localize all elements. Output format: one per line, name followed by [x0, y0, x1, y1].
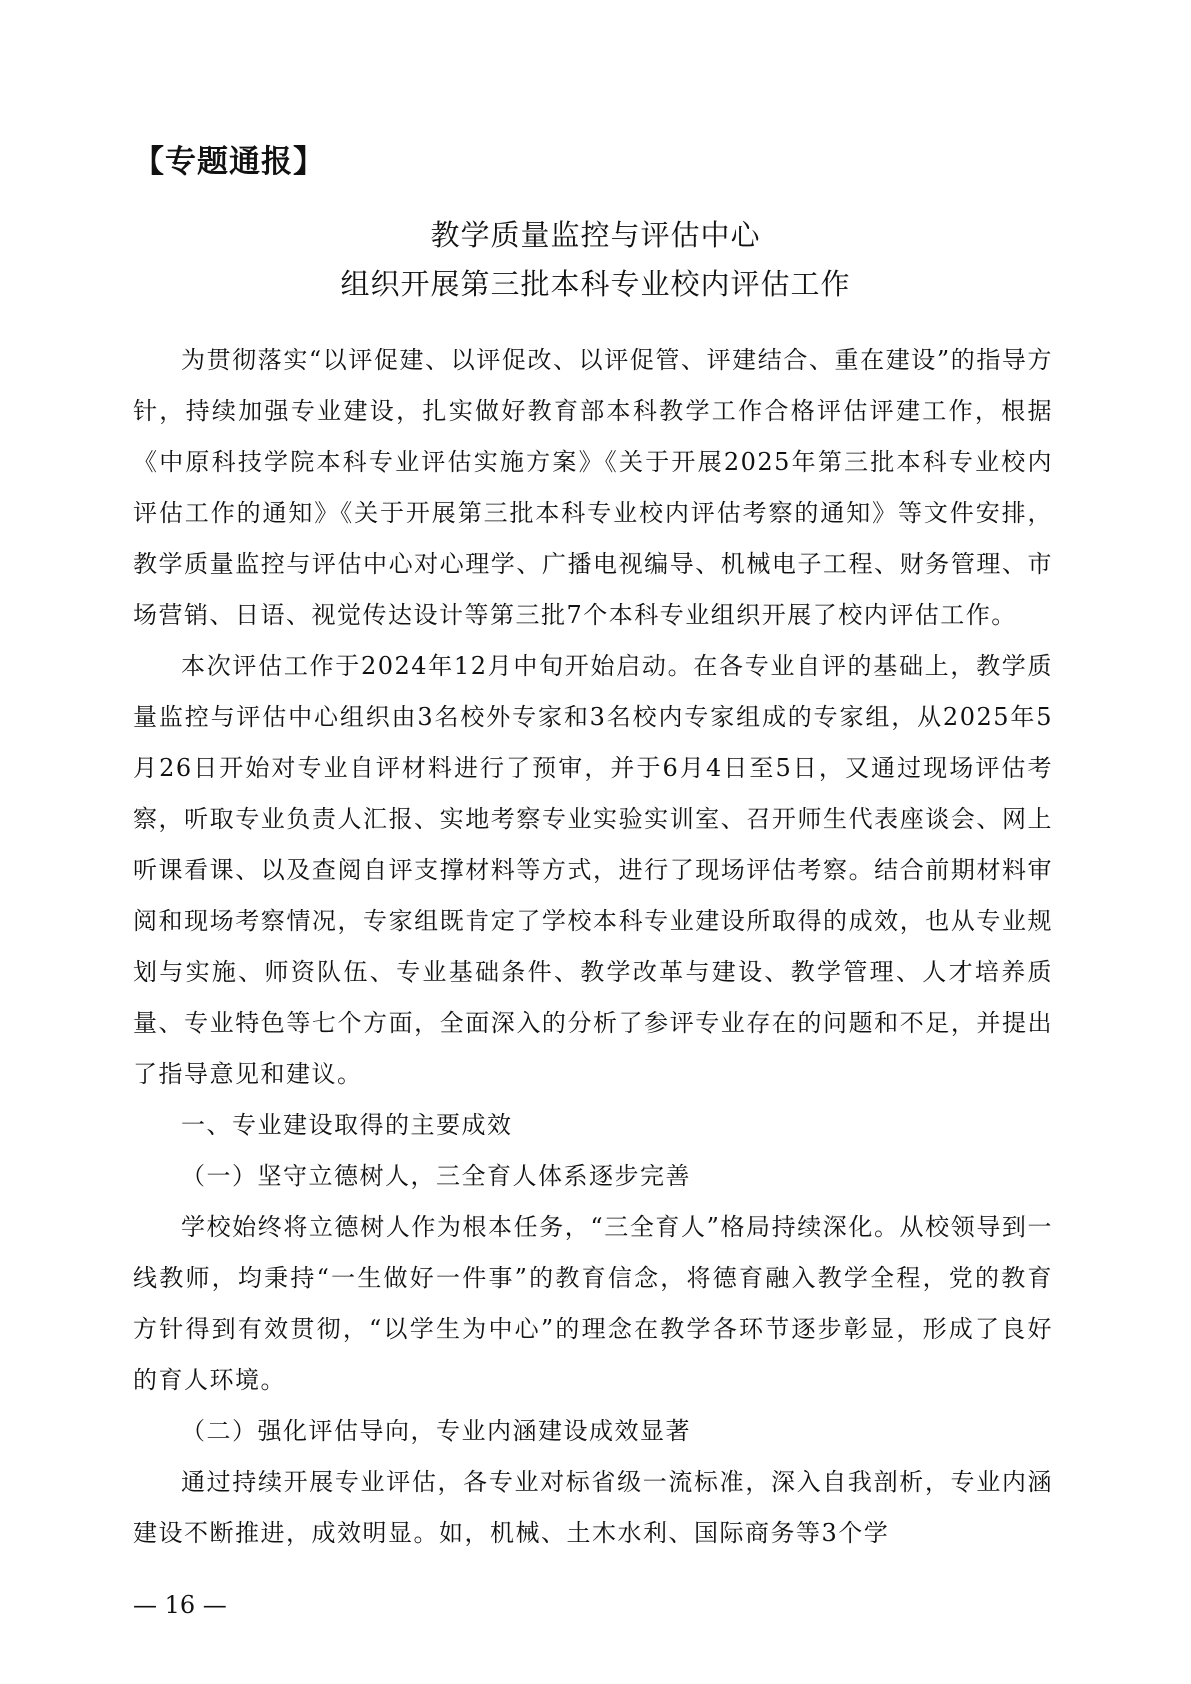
paragraph-subsection-2: 通过持续开展专业评估，各专业对标省级一流标准，深入自我剖析，专业内涵建设不断推进，成效明显。如，机械、土木水利、国际商务等3个学	[133, 1468, 1053, 1547]
page-number: — 16 —	[133, 1591, 227, 1619]
section-tag: 【专题通报】	[133, 144, 325, 180]
subsection-heading-2: （二）强化评估导向，专业内涵建设成效显著	[181, 1417, 691, 1445]
paragraph-subsection-1: 学校始终将立德树人作为根本任务，“三全育人”格局持续深化。从校领导到一线教师，均秉持“一生做好一件事”的教育信念，将德育融入教学全程，党的教育方针得到有效贯彻，“以学生为中心”的理念在教学各环节逐步彰显，形成了良好的育人环境。	[133, 1213, 1053, 1394]
subsection-heading-1: （一）坚守立德树人，三全育人体系逐步完善	[181, 1162, 691, 1190]
body-text	[133, 335, 1053, 1559]
paragraph-intro: 为贯彻落实“以评促建、以评促改、以评促管、评建结合、重在建设”的指导方针，持续加强专业建设，扎实做好教育部本科教学工作合格评估评建工作，根据《中原科技学院本科专业评估实施方案》《关于开展2025年第三批本科专业校内评估工作的通知》《关于开展第三批本科专业校内评估考察的通知》等文件安排，教学质量监控与评估中心对心理学、广播电视编导、机械电子工程、财务管理、市场营销、日语、视觉传达设计等第三批7个本科专业组织开展了校内评估工作。	[133, 346, 1053, 629]
section-heading-achievements: 一、专业建设取得的主要成效	[181, 1111, 513, 1139]
title-line-1: 教学质量监控与评估中心	[430, 218, 761, 252]
paragraph-process: 本次评估工作于2024年12月中旬开始启动。在各专业自评的基础上，教学质量监控与评估中心组织由3名校外专家和3名校内专家组成的专家组，从2025年5月26日开始对专业自评材料进行了预审，并于6月4日至5日，又通过现场评估考察，听取专业负责人汇报、实地考察专业实验实训室、召开师生代表座谈会、网上听课看课、以及查阅自评支撑材料等方式，进行了现场评估考察。结合前期材料审阅和现场考察情况，专家组既肯定了学校本科专业建设所取得的成效，也从专业规划与实施、师资队伍、专业基础条件、教学改革与建设、教学管理、人才培养质量、专业特色等七个方面，全面深入的分析了参评专业存在的问题和不足，并提出了指导意见和建议。	[133, 652, 1053, 1088]
title-line-2: 组织开展第三批本科专业校内评估工作	[340, 267, 851, 301]
